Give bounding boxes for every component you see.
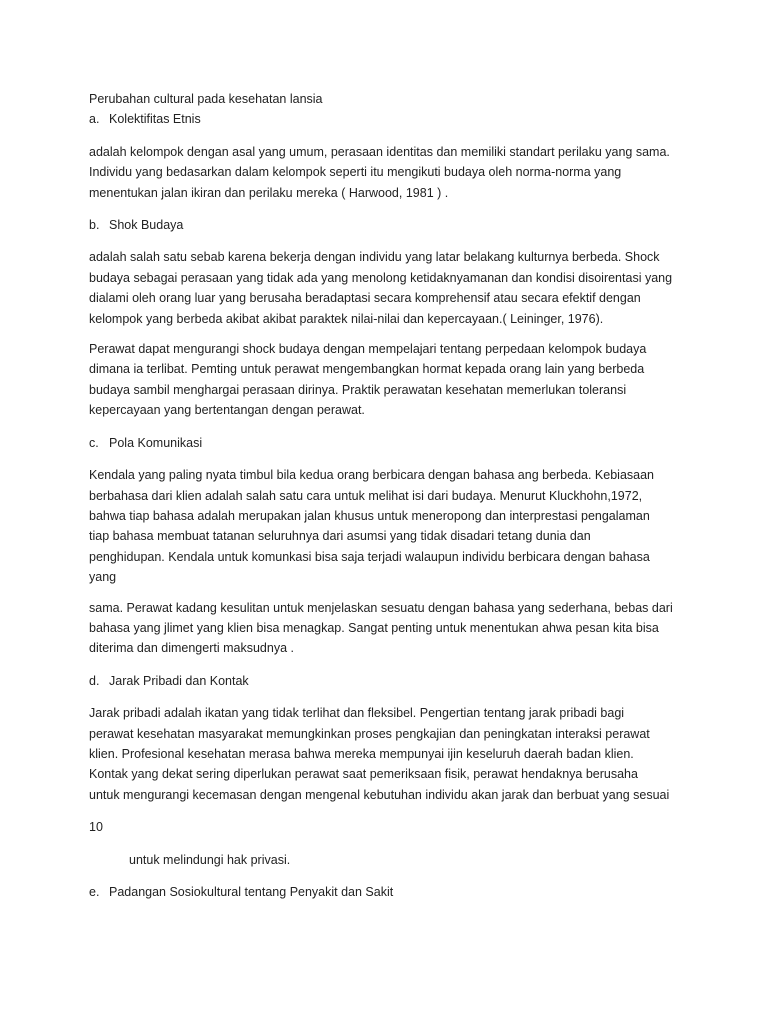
section-heading-text: Shok Budaya <box>109 218 184 233</box>
text-line: bahasa yang jlimet yang klien bisa menagkap. Sangat penting untuk menentukan ahwa pesan kita bisa <box>89 620 659 635</box>
section-heading-a <box>89 109 696 129</box>
text-line: perawat kesehatan masyarakat memungkinkan proses pengkajian dan peningkatan interaksi perawat <box>89 726 650 741</box>
text-line: dialami oleh orang luar yang berusaha beradaptasi secara komprehensif atau secara efektif dengan <box>89 291 641 306</box>
document-title: Perubahan cultural pada kesehatan lansia <box>89 92 323 106</box>
section-heading-text: Jarak Pribadi dan Kontak <box>109 673 249 688</box>
text-line: sama. Perawat kadang kesulitan untuk menjelaskan sesuatu dengan bahasa yang sederhana, bebas dari <box>89 600 673 615</box>
section-heading-text: Padangan Sosiokultural tentang Penyakit dan Sakit <box>109 885 394 899</box>
section-heading-d <box>89 671 696 691</box>
text-line: penghidupan. Kendala untuk komunkasi bisa saja terjadi walaupun individu berbicara dengan bahasa <box>89 549 650 564</box>
text-line: klien. Profesional kesehatan merasa bahwa mereka mempunyai ijin keseluruh daerah badan klien. <box>89 746 634 761</box>
text-line: adalah salah satu sebab karena bekerja dengan individu yang latar belakang kulturnya berbeda. Shock <box>89 250 660 265</box>
text-line: Kendala yang paling nyata timbul bila kedua orang berbicara dengan bahasa ang berbeda. Kebiasaan <box>89 468 655 483</box>
page-number: 10 <box>89 820 103 835</box>
text-line: yang <box>89 570 117 585</box>
text-line: Jarak pribadi adalah ikatan yang tidak terlihat dan fleksibel. Pengertian tentang jarak pribadi bagi <box>89 706 625 721</box>
text-line: berbahasa dari klien adalah salah satu cara untuk melihat isi dari budaya. Menurut Kluckhohn,1972, <box>89 488 643 503</box>
section-heading-text: Kolektifitas Etnis <box>109 112 201 127</box>
section-heading-b <box>89 215 696 235</box>
paragraph <box>89 598 696 659</box>
text-line: tiap bahasa membuat tatanan seluruhnya dari asumsi yang tidak disadari tetang dunia dan <box>89 529 591 544</box>
text-line: adalah kelompok dengan asal yang umum, perasaan identitas dan memiliki standart perilaku yang sama. <box>89 144 670 159</box>
section-heading-e <box>89 882 696 902</box>
paragraph <box>89 465 696 587</box>
text-line: Individu yang bedasarkan dalam kelompok seperti itu mengikuti budaya oleh norma-norma yang <box>89 165 622 180</box>
text-line: menentukan jalan ikiran dan perilaku mereka ( Harwood, 1981 ) . <box>89 185 449 200</box>
section-marker: a. <box>89 112 100 127</box>
text-line: Perawat dapat mengurangi shock budaya dengan mempelajari tentang perpedaan kelompok budaya <box>89 342 647 357</box>
text-line: Kontak yang dekat sering diperlukan perawat saat pemeriksaan fisik, perawat hendaknya berusaha <box>89 767 638 782</box>
paragraph <box>89 703 696 805</box>
paragraph <box>89 247 696 329</box>
text-line: budaya sebagai perasaan yang tidak ada yang menolong ketidaknyamanan dan kondisi disoirentasi yang <box>89 270 673 285</box>
section-marker: b. <box>89 218 100 233</box>
text-line: budaya sambil menghargai perasaan dirinya. Praktik perawatan kesehatan memerlukan toleransi <box>89 382 627 397</box>
paragraph <box>89 339 696 421</box>
text-line: bahwa tiap bahasa adalah merupakan jalan khusus untuk meneropong dan interprestasi pengalaman <box>89 508 650 523</box>
text-line: diterima dan dimengerti maksudnya . <box>89 641 294 656</box>
section-marker: c. <box>89 435 99 450</box>
paragraph <box>89 142 696 203</box>
text-line: untuk mengurangi kecemasan dengan mengenal kebutuhan individu akan jarak dan berbuat yang sesuai <box>89 787 670 802</box>
section-heading-text: Pola Komunikasi <box>109 435 203 450</box>
section-marker: e. <box>89 885 100 899</box>
text-line: kepercayaan yang bertentangan dengan perawat. <box>89 403 365 418</box>
section-marker: d. <box>89 673 100 688</box>
section-heading-c <box>89 433 696 453</box>
text-line: kelompok yang berbeda akibat akibat paraktek nilai-nilai dan kepercayaan.( Leininger, 1976). <box>89 311 604 326</box>
continuation-line: untuk melindungi hak privasi. <box>129 852 291 867</box>
text-line: dimana ia terlibat. Pemting untuk perawat mengembangkan hormat kepada orang lain yang berbeda <box>89 362 645 377</box>
